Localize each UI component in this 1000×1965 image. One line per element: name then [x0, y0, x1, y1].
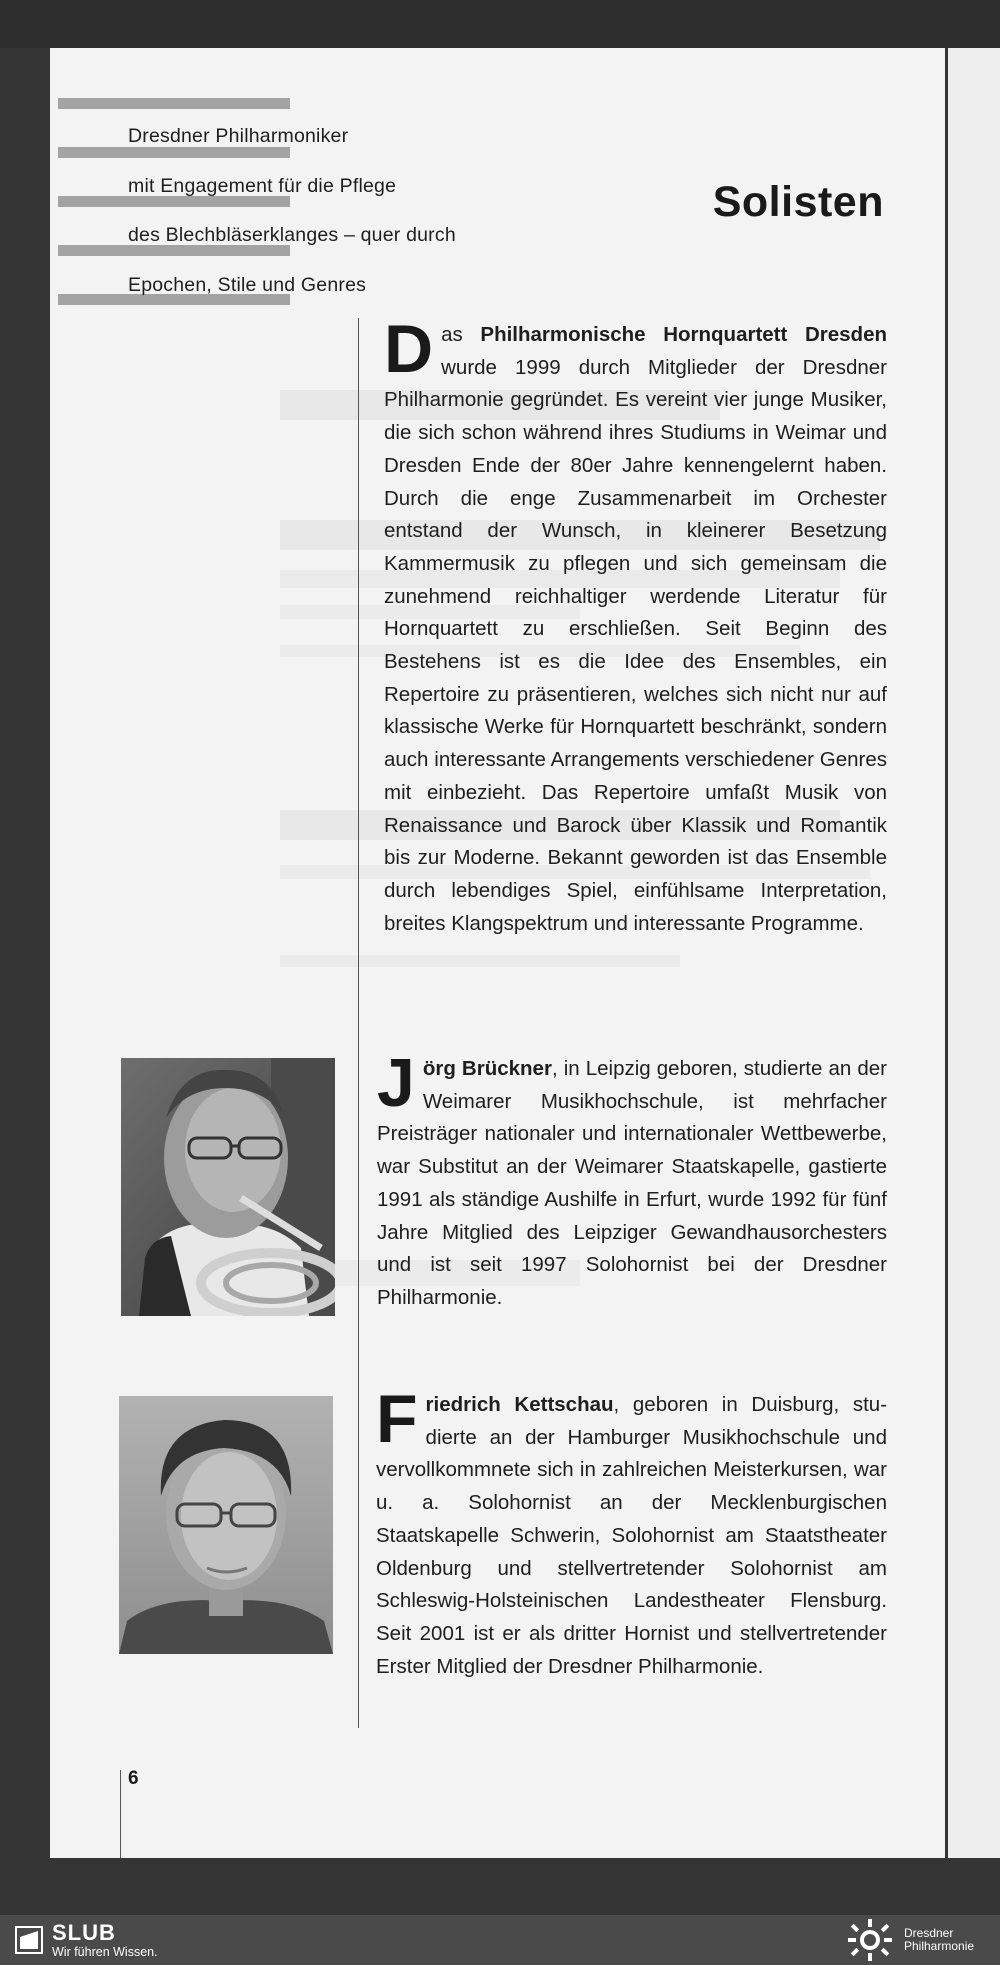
soloist-name: riedrich Kettschau [425, 1393, 614, 1416]
tagline-line: mit Engagement für die Pflege [128, 174, 397, 197]
section-title: Solisten [712, 178, 884, 226]
intro-text: wurde 1999 durch Mitglieder der Dresdner Philharmonie gegründet. Es vereint vier junge Musiker, die sich schon während ihres Studiums in Weimar und Dresden Ende der 80er Jahre kennengelernt haben. Durch die enge Zusammenarbeit im Orchester entstand der Wunsch, in kleinerer Besetzung Kammermusik zu pflegen und sich gemeinsam die zunehmend reichhaltiger werdende Literatur für Hornquartett zu erschließen. Seit Beginn des Bestehens ist es die Idee des Ensembles, ein Repertoire zu präsentieren, welches sich nicht nur auf klassische Werke für Hornquartett beschränkt, sondern auch interessante Arrangements verschiedener Genres mit einbezieht. Das Repertoire umfaßt Musik von Renaissance und Barock über Klassik und Romantik bis zur Moderne. Bekannt geworden ist das Ensemble durch lebendiges Spiel, einfühlsame Interpretation, breites Klangspektrum und interessante Programme. [384, 355, 887, 935]
dropcap: J [377, 1045, 415, 1121]
soloist-name: örg Brückner [422, 1057, 552, 1080]
footer-bar [0, 1915, 1000, 1965]
tagline-line: Epochen, Stile und Genres [128, 273, 367, 296]
philharmonie-line1: Dresdner [904, 1926, 954, 1940]
ensemble-name: Philharmonische Hornquartett Dresden [480, 323, 887, 346]
portrait-image [121, 1058, 335, 1316]
portrait-joerg-brueckner [121, 1058, 335, 1316]
intro-paragraph [384, 311, 887, 940]
portrait-friedrich-kettschau [119, 1396, 333, 1654]
dropcap: D [384, 311, 434, 387]
tagline-line: des Blechbläserklanges – quer durch [128, 224, 456, 246]
page-number: 6 [128, 1768, 139, 1789]
tagline-line: Dresdner Philharmoniker [128, 125, 349, 147]
column-rule [358, 318, 359, 1728]
portrait-image [119, 1396, 333, 1654]
dropcap: F [376, 1381, 418, 1457]
bio-friedrich-kettschau [376, 1381, 888, 1683]
philharmonie-line2: Philharmonie [904, 1939, 975, 1953]
page-number-rule [120, 1770, 121, 1858]
bio-text: , in Leipzig geboren, studierte an der Weimarer Musikhochschule, ist mehrfacher Preisträger nationaler und internationaler Wettbewerbe, war Substitut an der Weimarer Staatskapelle, gastierte 1991 als ständige Aushilfe in Erfurt, wurde 1992 für fünf Jahre Mitglied des Leipziger Gewandhausorchesters und ist seit 1997 Solohornist bei der Dresdner Philharmonie. [377, 1057, 887, 1309]
tagline [128, 112, 528, 310]
bio-joerg-brueckner [377, 1045, 887, 1315]
adjacent-page-edge [948, 48, 1000, 1858]
bar [58, 98, 290, 109]
slub-logo-icon [14, 1925, 44, 1955]
intro-lead: as [441, 323, 481, 346]
scan-top-edge [0, 0, 1000, 48]
bio-text: , geboren in Duisburg, studierte an der Hamburger Musikhochschule und vervollkommnete sich in zahlreichen Meisterkursen, war u. a. Solohornist an der Mecklenburgischen Staatskapelle Schwerin, Solohornist am Staatstheater Oldenburg und stellvertretender Solohornist am Schleswig-Holsteinischen Landestheater Flensburg. Seit 2001 ist er als dritter Hornist und stellvertretender Erster Mitglied der Dresdner Philharmonie. [376, 1393, 888, 1678]
slub-slogan: Wir führen Wissen. [52, 1945, 158, 1959]
philharmonie-logo-icon [842, 1917, 898, 1963]
slub-wordmark: SLUB [52, 1920, 116, 1945]
philharmonie-wordmark [904, 1927, 974, 1953]
